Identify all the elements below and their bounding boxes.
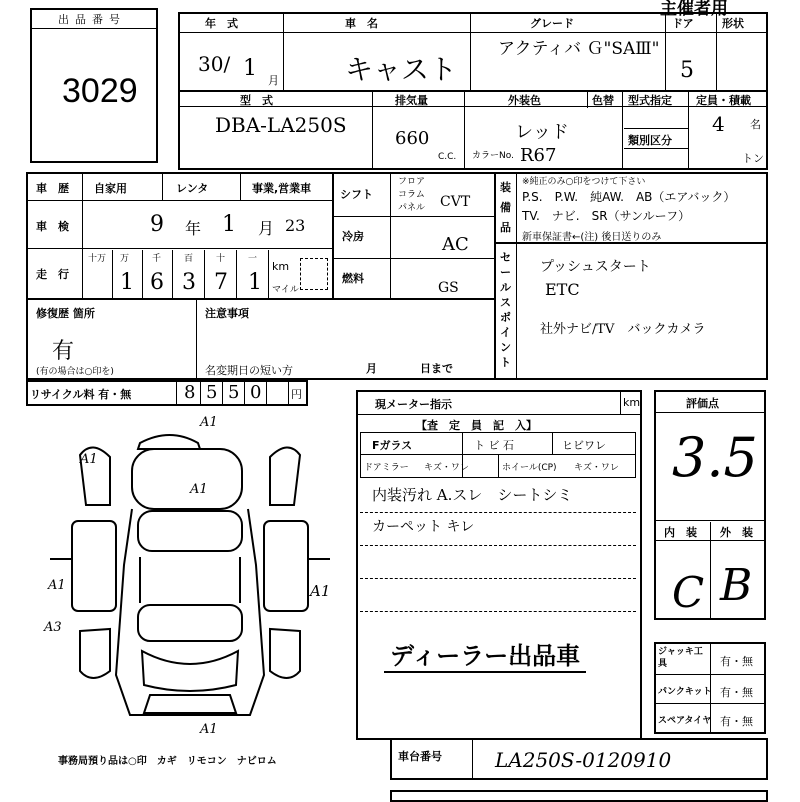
recycle-label: リサイクル料 有・無 [30,388,132,401]
sales-line3: 社外ナビ/TV バックカメラ [540,322,706,337]
hood [132,449,242,509]
capacity-value: 4 [712,112,725,136]
rating-label: 評価点 [686,397,719,410]
model-label: 型 式 [240,94,273,107]
cc-unit: C.C. [438,152,457,162]
bottom-table [390,790,768,802]
wheel-options: キズ・ワレ [574,463,619,473]
windshield [138,511,242,551]
equipment-line2: TV. ナビ. SR（サンルーフ） [522,209,691,223]
diagram-footer: 事務局預り品は○印 カギ リモコン ナビロム [58,756,277,767]
mirror-options: キズ・ワレ [424,463,469,473]
trunk [142,651,238,691]
interior-grade: C [672,568,705,617]
repair-label: 修復歴 箇所 [36,307,95,320]
year-value: 30/ [198,52,231,76]
cc-label: 排気量 [395,94,428,107]
insp-year: 9 [150,212,164,237]
damage-mark: A1 [48,578,66,593]
rear-bumper [144,695,236,713]
doors-value: 5 [680,58,694,83]
chassis-value: LA250S-0120910 [495,748,672,772]
recycle-digit: 5 [206,382,218,403]
puncture-label: パンクキット [658,687,712,697]
ac-value: AC [442,234,469,255]
name-label: 車 名 [345,17,378,30]
designation-label: 型式指定 [628,94,672,107]
capacity-label: 定員・積載 [696,94,751,107]
mileage-unit: 一 [248,254,258,264]
mileage-digit: 1 [248,270,262,295]
year-label: 年 式 [205,17,238,30]
mile-label: マイル [272,285,299,295]
recycle-digit: 0 [250,382,262,403]
wheel-label: ホイール(CP) [502,463,557,473]
inspector-label: 【査 定 員 記 入】 [416,419,537,432]
mileage-unit: 万 [120,254,130,264]
lot-label: 出品番号 [58,13,126,26]
spare-label: スペアタイヤ [658,716,712,726]
glass-label: Fガラス [372,439,413,452]
ton-unit: トン [742,152,764,165]
damage-mark: A1 [80,452,98,467]
mileage-unit: 十 [216,254,226,264]
capacity-unit: 名 [750,118,761,131]
color-label: 外装色 [508,94,541,107]
history-business: 事業,営業車 [252,182,312,195]
sales-line2: ETC [545,280,580,299]
shift-option: コラム [398,190,425,200]
insp-year-unit: 年 [185,219,202,238]
cc-value: 660 [395,128,430,149]
color-value: レッド [515,122,569,143]
damage-mark: A1 [190,482,208,497]
mileage-unit: 百 [184,254,194,264]
meter-label: 現メーター指示 [375,398,452,411]
equipment-note: ※純正のみ○印をつけて下さい [522,177,646,187]
rating-score: 3.5 [672,426,758,489]
fuel-label: 燃料 [342,272,364,285]
right-front-fender [270,447,300,505]
damage-mark: A1 [200,722,218,737]
note-line2: カーペット キレ [372,519,475,535]
note-line1: 内装汚れ A.スレ シートシミ [372,486,573,504]
chassis-label: 車台番号 [398,750,442,763]
recycle-unit: 円 [291,388,302,401]
shift-option: フロア [398,177,426,187]
damage-mark: A1 [310,582,331,600]
jack-options: 有・無 [720,655,753,668]
glass-crack: ヒビワレ [562,439,606,452]
inspection-label: 車 検 [36,220,69,233]
mileage-digit: 6 [150,270,164,295]
shape-label: 形状 [722,17,744,30]
recycle-digit: 8 [184,382,196,403]
insp-day: 23 [285,216,306,235]
mileage-unit: 十万 [88,254,107,264]
month-unit: 月 [268,74,279,87]
history-rental: レンタ [176,182,209,195]
damage-mark: A1 [200,415,218,430]
sales-line1: プッシュスタート [540,259,651,275]
class-label: 類別区分 [628,134,672,147]
caution-label: 注意事項 [205,307,249,320]
mirror-label: ドアミラー [364,463,409,473]
fuel-value: GS [438,280,459,296]
insp-month-unit: 月 [258,219,275,238]
recycle-digit: 5 [228,382,240,403]
repair-note: (有の場合は○印を) [36,367,114,377]
left-doors [72,521,116,611]
rear-window [138,605,242,641]
shift-value: CVT [440,194,471,210]
exterior-grade: B [720,560,753,611]
interior-label: 内 装 [664,526,697,539]
mileage-label: 走 行 [36,268,69,281]
sales-label: セールスポイント [500,251,511,369]
exterior-label: 外 装 [720,526,753,539]
spare-options: 有・無 [720,715,753,728]
model-value: DBA-LA250S [215,113,347,137]
grade-value: アクティバ Ｇ"SAⅢ" [498,39,660,59]
grade-label: グレード [530,17,574,30]
insp-month: 1 [222,212,236,237]
mileage-digit: 3 [182,270,196,295]
front-bumper [138,435,200,449]
history-private: 自家用 [94,182,127,195]
history-label: 車 歴 [36,182,69,195]
shift-label: シフト [340,188,373,201]
damage-mark: A3 [44,620,62,635]
puncture-options: 有・無 [720,686,753,699]
color-no-label: カラーNo. [472,151,514,161]
mileage-unit: 千 [152,254,162,264]
dealer-stamp: ディーラー出品車 [384,636,586,673]
door-label: ドア [672,17,694,30]
mile-checkbox[interactable] [300,258,328,290]
top-caption: 主催者用 [660,0,728,19]
left-rear-fender [80,629,110,678]
meter-km: km [623,396,641,409]
name-change-month: 月 [366,362,377,375]
name-change-label: 名変期日の短い方 [205,364,293,377]
color-no: R67 [520,145,557,166]
right-rear-fender [270,629,300,678]
repair-value: 有 [52,339,75,364]
month-value: 1 [243,56,257,81]
km-label: km [272,260,290,273]
name-change-day: 日まで [420,362,453,375]
car-name: キャスト [345,53,458,86]
equipment-warranty: 新車保証書←(注) 後日送りのみ [522,232,662,243]
right-doors [264,521,308,611]
ac-label: 冷房 [342,230,364,243]
equipment-line1: P.S. P.W. 純AW. AB（エアバック） [522,190,736,204]
mileage-digit: 1 [120,270,134,295]
equipment-label: 装備品 [500,181,511,234]
shift-option: パネル [398,203,426,213]
mileage-digit: 7 [214,270,228,295]
recolor-label: 色替 [592,94,614,107]
glass-options: ト ビ 石 [474,439,514,452]
lot-number: 3029 [62,72,138,110]
jack-label: ジャッキ工具 [658,647,703,669]
